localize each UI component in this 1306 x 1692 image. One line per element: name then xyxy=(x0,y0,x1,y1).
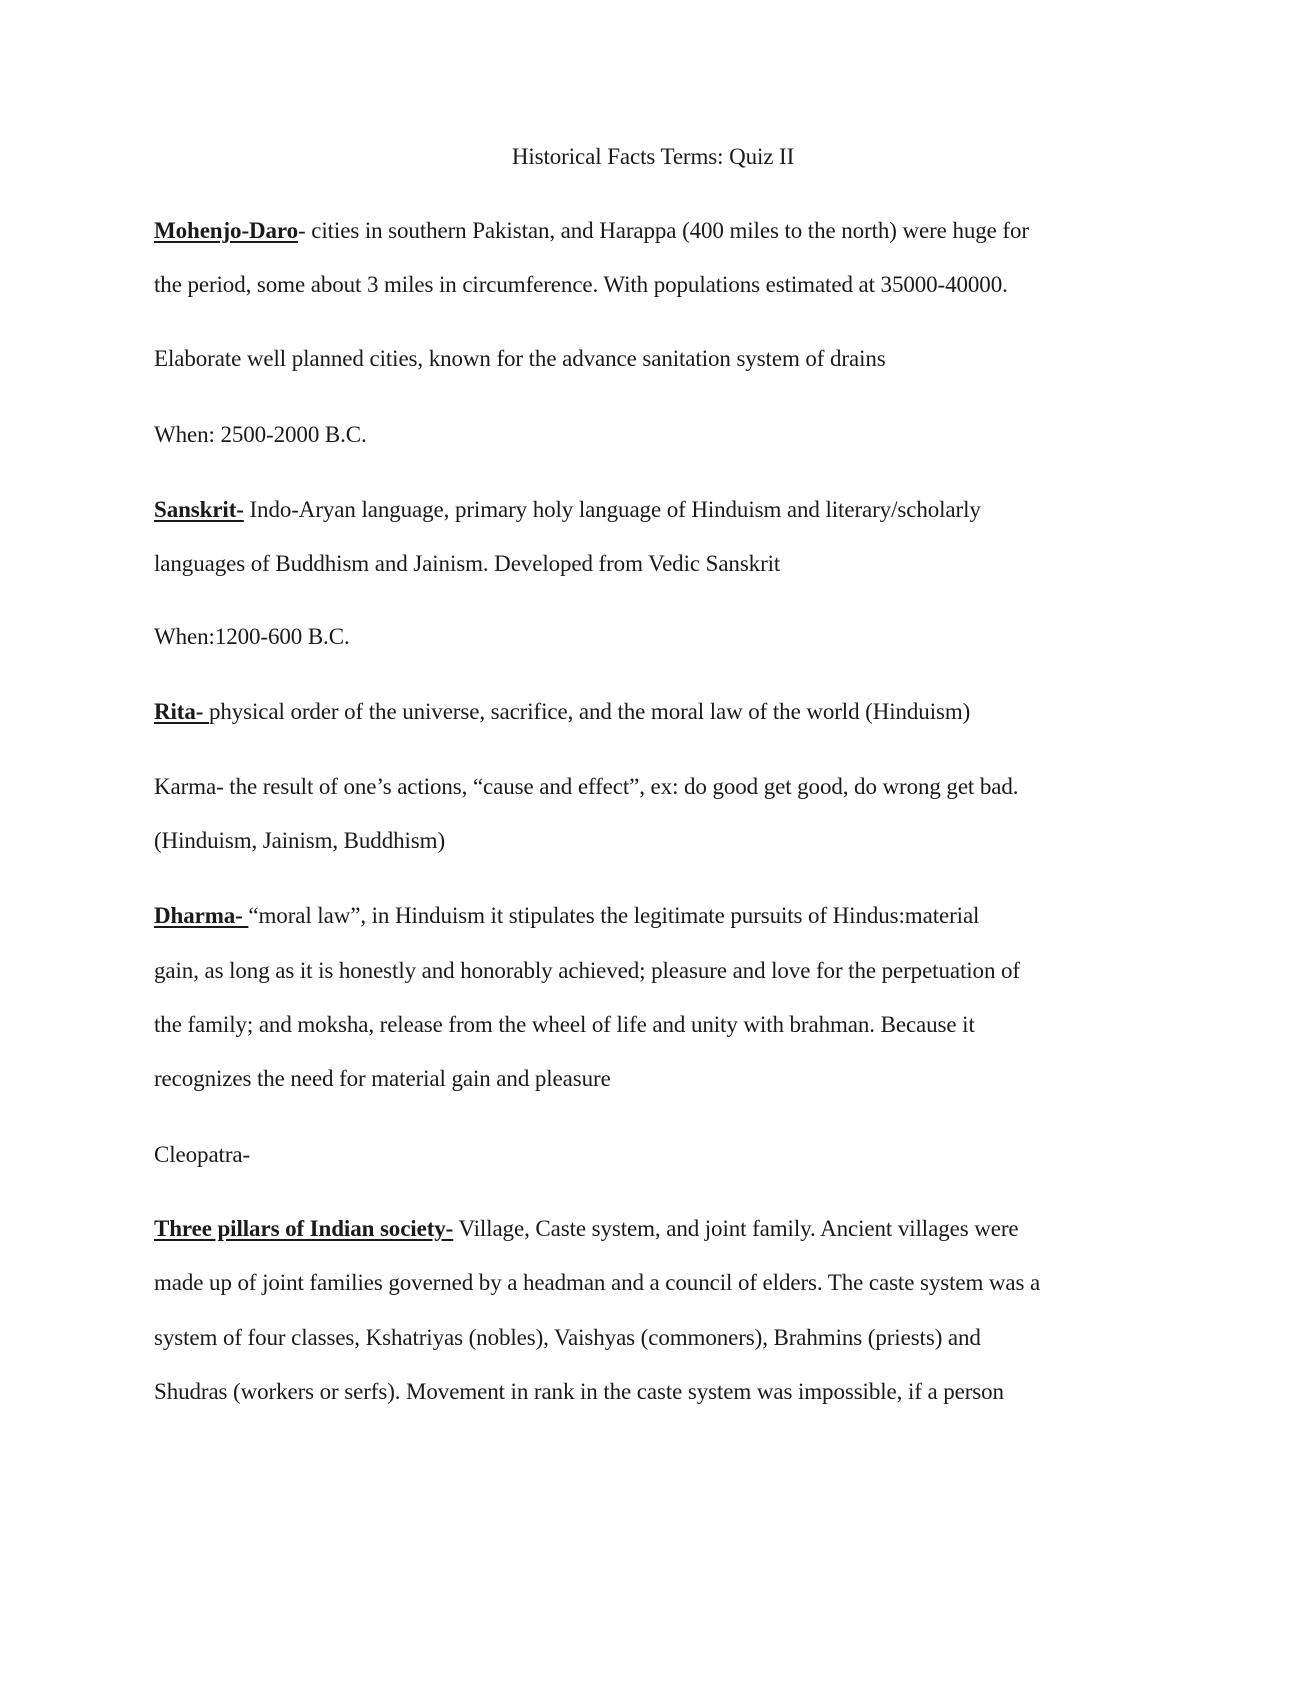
term-dharma: Dharma- xyxy=(154,903,249,928)
pillars-line-2: made up of joint families governed by a headman and a council of elders. The caste system was a xyxy=(154,1270,1041,1295)
pillars-line-4: Shudras (workers or serfs). Movement in rank in the caste system was impossible, if a person xyxy=(154,1379,1004,1404)
dharma-line-4: recognizes the need for material gain and pleasure xyxy=(154,1066,611,1091)
mohenjo-daro-definition: - cities in southern Pakistan, and Harappa (400 miles to the north) were huge for xyxy=(298,218,1029,243)
sanskrit-line-1 xyxy=(154,495,981,525)
document-title: Historical Facts Terms: Quiz II xyxy=(511,144,795,169)
karma-line-2: (Hinduism, Jainism, Buddhism) xyxy=(154,828,446,853)
rita-definition: physical order of the universe, sacrifice, and the moral law of the world (Hinduism) xyxy=(208,699,971,724)
sanskrit-when: When:1200-600 B.C. xyxy=(154,624,350,649)
term-sanskrit: Sanskrit- xyxy=(154,497,244,522)
pillars-line-1 xyxy=(154,1214,1019,1244)
pillars-line-3: system of four classes, Kshatriyas (nobles), Vaishyas (commoners), Brahmins (priests) and xyxy=(154,1325,981,1350)
mohenjo-daro-line-1 xyxy=(154,216,1029,246)
dharma-line-1 xyxy=(154,901,979,931)
dharma-line-3: the family; and moksha, release from the wheel of life and unity with brahman. Because it xyxy=(154,1012,975,1037)
term-mohenjo-daro: Mohenjo-Daro xyxy=(154,218,299,243)
sanskrit-definition: Indo-Aryan language, primary holy language of Hinduism and literary/scholarly xyxy=(243,497,981,522)
term-three-pillars: Three pillars of Indian society- xyxy=(154,1216,454,1241)
mohenjo-daro-line-2: the period, some about 3 miles in circumference. With populations estimated at 35000-40000. xyxy=(154,272,1008,297)
sanskrit-line-2: languages of Buddhism and Jainism. Developed from Vedic Sanskrit xyxy=(154,551,781,576)
cleopatra-line: Cleopatra- xyxy=(154,1142,251,1167)
dharma-line-2: gain, as long as it is honestly and honorably achieved; pleasure and love for the perpetuation of xyxy=(154,958,1020,983)
term-rita: Rita- xyxy=(154,699,209,724)
mohenjo-daro-line-3: Elaborate well planned cities, known for the advance sanitation system of drains xyxy=(154,346,886,371)
karma-line-1: Karma- the result of one’s actions, “cause and effect”, ex: do good get good, do wrong get bad. xyxy=(154,774,1019,799)
rita-line-1 xyxy=(154,697,970,727)
dharma-definition: “moral law”, in Hinduism it stipulates the legitimate pursuits of Hindus:material xyxy=(248,903,980,928)
pillars-definition: Village, Caste system, and joint family. Ancient villages were xyxy=(453,1216,1019,1241)
mohenjo-daro-when: When: 2500-2000 B.C. xyxy=(154,422,367,447)
